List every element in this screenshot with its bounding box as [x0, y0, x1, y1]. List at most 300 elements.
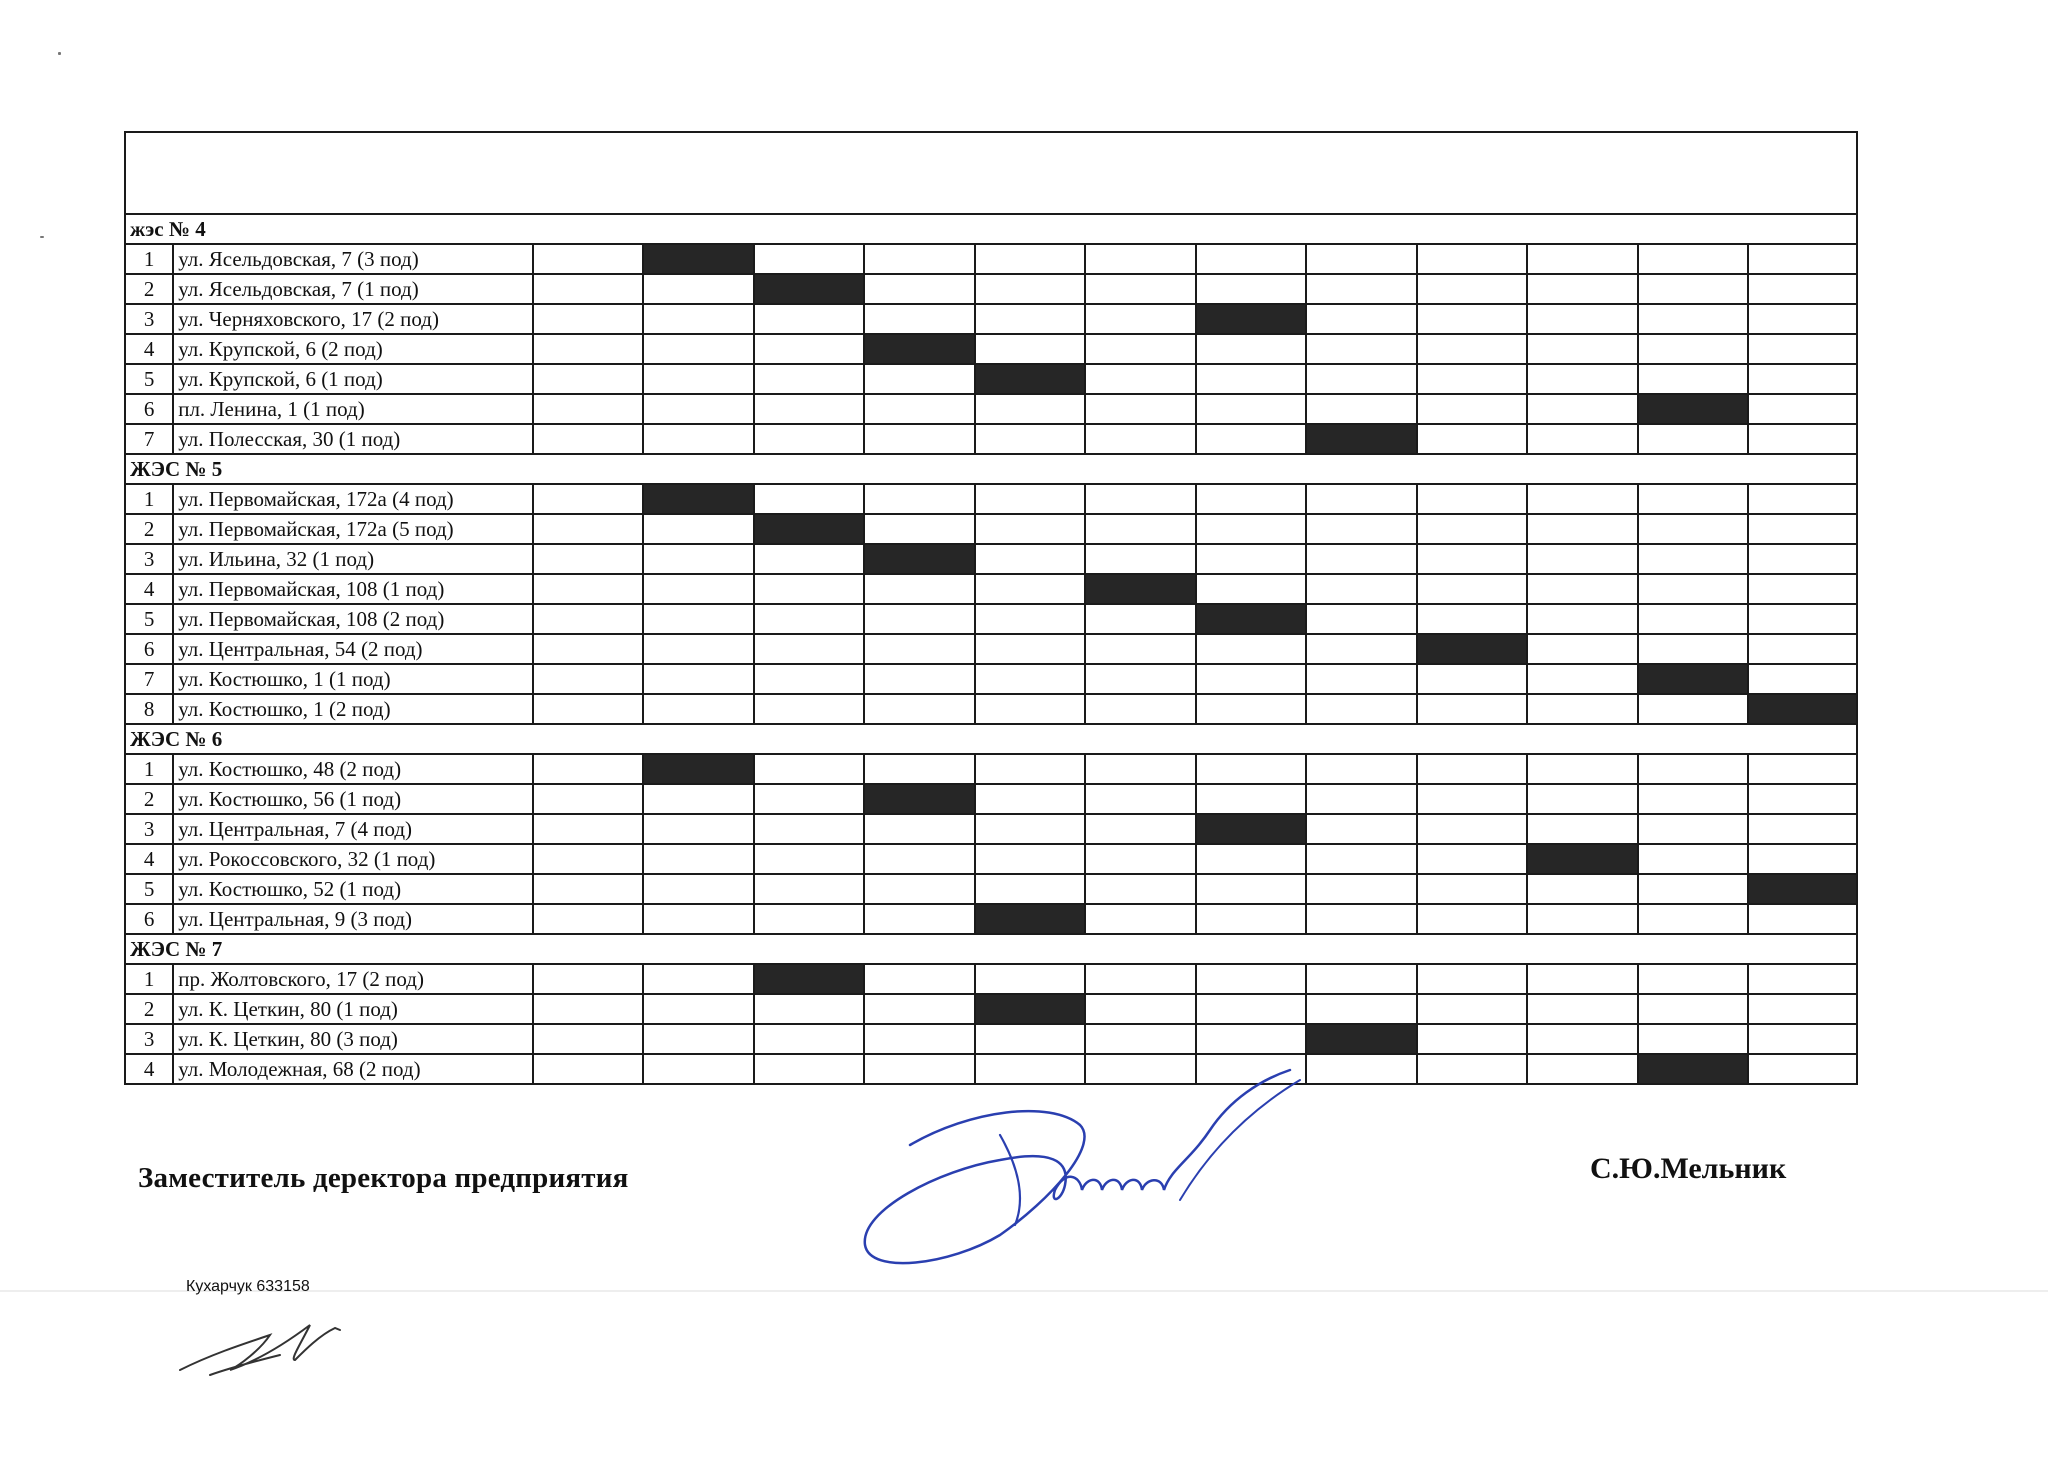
table-row — [125, 544, 1857, 574]
row-address: ул. Ясельдовская, 7 (1 под) — [173, 274, 533, 304]
schedule-slot — [643, 1054, 754, 1084]
schedule-slot — [1196, 634, 1307, 664]
schedule-slot — [1638, 274, 1749, 304]
schedule-slot — [754, 874, 865, 904]
section-title: ЖЭС № 7 — [125, 934, 1857, 964]
schedule-slot — [864, 694, 975, 724]
schedule-slot — [1417, 574, 1528, 604]
schedule-slot — [1638, 334, 1749, 364]
schedule-slot — [1196, 334, 1307, 364]
schedule-slot — [1527, 814, 1638, 844]
schedule-slot — [975, 604, 1086, 634]
schedule-slot — [754, 814, 865, 844]
schedule-slot — [754, 904, 865, 934]
schedule-slot — [1527, 304, 1638, 334]
schedule-slot — [533, 514, 644, 544]
schedule-slot-filled — [1638, 664, 1749, 694]
table-row — [125, 424, 1857, 454]
schedule-slot — [1196, 904, 1307, 934]
schedule-slot — [1196, 994, 1307, 1024]
schedule-slot — [643, 334, 754, 364]
executor-signature-icon — [170, 1310, 370, 1385]
table-row — [125, 634, 1857, 664]
schedule-slot — [1085, 694, 1196, 724]
schedule-slot — [533, 814, 644, 844]
schedule-slot — [533, 304, 644, 334]
schedule-slot — [864, 874, 975, 904]
schedule-slot — [754, 784, 865, 814]
schedule-slot — [1306, 844, 1417, 874]
schedule-slot — [1748, 964, 1857, 994]
schedule-slot — [1527, 784, 1638, 814]
table-row — [125, 664, 1857, 694]
schedule-slot — [1306, 964, 1417, 994]
schedule-body — [125, 132, 1857, 1084]
schedule-slot — [975, 424, 1086, 454]
schedule-slot-filled — [1638, 1054, 1749, 1084]
schedule-slot — [1417, 964, 1528, 994]
schedule-slot — [1748, 784, 1857, 814]
row-address: ул. Первомайская, 108 (1 под) — [173, 574, 533, 604]
schedule-slot — [533, 244, 644, 274]
schedule-slot — [643, 664, 754, 694]
schedule-slot — [1748, 634, 1857, 664]
schedule-slot — [533, 1054, 644, 1084]
table-header-row — [125, 132, 1857, 214]
schedule-slot — [975, 694, 1086, 724]
row-number: 6 — [125, 904, 173, 934]
schedule-slot — [1748, 514, 1857, 544]
row-number: 6 — [125, 634, 173, 664]
schedule-slot — [1306, 664, 1417, 694]
schedule-slot — [1417, 604, 1528, 634]
schedule-slot — [1417, 394, 1528, 424]
schedule-slot — [1306, 364, 1417, 394]
schedule-slot — [1417, 1054, 1528, 1084]
table-row — [125, 484, 1857, 514]
schedule-slot — [754, 334, 865, 364]
schedule-slot — [754, 754, 865, 784]
schedule-slot — [864, 814, 975, 844]
schedule-slot — [643, 364, 754, 394]
schedule-slot — [1306, 544, 1417, 574]
schedule-slot — [754, 424, 865, 454]
schedule-slot — [975, 754, 1086, 784]
row-address: ул. Центральная, 9 (3 под) — [173, 904, 533, 934]
schedule-slot — [1085, 754, 1196, 784]
schedule-slot — [1748, 484, 1857, 514]
schedule-slot — [533, 874, 644, 904]
schedule-slot — [1196, 424, 1307, 454]
row-address: ул. Первомайская, 172а (4 под) — [173, 484, 533, 514]
row-number: 6 — [125, 394, 173, 424]
footer-position-title: Заместитель деректора предприятия — [138, 1162, 629, 1194]
schedule-slot — [1306, 394, 1417, 424]
schedule-slot-filled — [1748, 874, 1857, 904]
row-number: 5 — [125, 874, 173, 904]
schedule-slot — [754, 364, 865, 394]
schedule-slot — [1085, 394, 1196, 424]
schedule-slot — [1417, 874, 1528, 904]
schedule-slot — [864, 274, 975, 304]
schedule-slot — [1638, 904, 1749, 934]
schedule-slot — [1638, 364, 1749, 394]
schedule-slot — [1417, 994, 1528, 1024]
schedule-slot-filled — [1196, 814, 1307, 844]
schedule-slot — [864, 994, 975, 1024]
schedule-slot — [533, 484, 644, 514]
schedule-slot — [864, 364, 975, 394]
schedule-slot — [975, 964, 1086, 994]
row-number: 4 — [125, 574, 173, 604]
schedule-slot — [975, 274, 1086, 304]
schedule-slot — [533, 424, 644, 454]
schedule-slot — [1306, 334, 1417, 364]
row-number: 3 — [125, 1024, 173, 1054]
schedule-slot — [643, 1024, 754, 1054]
schedule-slot — [1306, 574, 1417, 604]
row-address: пл. Ленина, 1 (1 под) — [173, 394, 533, 424]
schedule-slot — [1748, 604, 1857, 634]
schedule-slot — [1085, 424, 1196, 454]
schedule-slot — [975, 244, 1086, 274]
schedule-slot — [1748, 334, 1857, 364]
table-row — [125, 514, 1857, 544]
schedule-slot — [533, 694, 644, 724]
schedule-slot — [1748, 904, 1857, 934]
schedule-slot — [643, 694, 754, 724]
schedule-slot — [1085, 334, 1196, 364]
schedule-slot — [1417, 304, 1528, 334]
row-number: 4 — [125, 334, 173, 364]
schedule-slot — [1748, 994, 1857, 1024]
row-address: ул. Центральная, 7 (4 под) — [173, 814, 533, 844]
schedule-slot-filled — [1306, 424, 1417, 454]
schedule-slot — [643, 994, 754, 1024]
schedule-slot — [1527, 544, 1638, 574]
row-number: 4 — [125, 844, 173, 874]
schedule-slot — [975, 394, 1086, 424]
schedule-slot — [1306, 484, 1417, 514]
schedule-slot — [754, 304, 865, 334]
schedule-slot — [1748, 1054, 1857, 1084]
schedule-slot — [1748, 394, 1857, 424]
table-row — [125, 604, 1857, 634]
schedule-slot — [533, 634, 644, 664]
schedule-slot — [643, 274, 754, 304]
schedule-slot — [1417, 814, 1528, 844]
schedule-slot — [754, 994, 865, 1024]
schedule-slot — [533, 784, 644, 814]
row-address: ул. Костюшко, 1 (1 под) — [173, 664, 533, 694]
schedule-slot — [1638, 964, 1749, 994]
schedule-slot-filled — [643, 484, 754, 514]
row-address: ул. К. Цеткин, 80 (3 под) — [173, 1024, 533, 1054]
schedule-slot — [975, 484, 1086, 514]
schedule-slot — [1085, 664, 1196, 694]
schedule-slot — [975, 634, 1086, 664]
schedule-slot — [1085, 604, 1196, 634]
schedule-slot — [1306, 784, 1417, 814]
schedule-slot — [533, 394, 644, 424]
schedule-slot — [1417, 544, 1528, 574]
schedule-slot — [1306, 814, 1417, 844]
schedule-slot — [1306, 694, 1417, 724]
row-address: ул. Полесская, 30 (1 под) — [173, 424, 533, 454]
schedule-slot — [643, 784, 754, 814]
schedule-slot — [1748, 1024, 1857, 1054]
table-row — [125, 844, 1857, 874]
row-number: 1 — [125, 484, 173, 514]
schedule-slot-filled — [975, 364, 1086, 394]
schedule-slot — [1638, 424, 1749, 454]
schedule-slot — [1306, 304, 1417, 334]
schedule-slot — [754, 544, 865, 574]
row-address: пр. Жолтовского, 17 (2 под) — [173, 964, 533, 994]
row-number: 4 — [125, 1054, 173, 1084]
schedule-slot — [1196, 544, 1307, 574]
schedule-slot — [975, 664, 1086, 694]
row-number: 1 — [125, 754, 173, 784]
table-row — [125, 694, 1857, 724]
schedule-slot — [975, 544, 1086, 574]
schedule-slot-filled — [643, 754, 754, 784]
schedule-slot — [1085, 274, 1196, 304]
row-address: ул. Костюшко, 1 (2 под) — [173, 694, 533, 724]
schedule-slot — [643, 814, 754, 844]
schedule-slot — [1638, 574, 1749, 604]
row-number: 2 — [125, 514, 173, 544]
schedule-slot — [1748, 544, 1857, 574]
schedule-slot — [864, 424, 975, 454]
schedule-slot — [754, 694, 865, 724]
table-row — [125, 364, 1857, 394]
schedule-slot — [864, 394, 975, 424]
schedule-slot — [864, 634, 975, 664]
schedule-slot — [1196, 694, 1307, 724]
schedule-slot — [1527, 334, 1638, 364]
section-header-row — [125, 214, 1857, 244]
schedule-slot — [1527, 664, 1638, 694]
schedule-slot-filled — [1638, 394, 1749, 424]
schedule-slot — [975, 784, 1086, 814]
schedule-slot — [1527, 634, 1638, 664]
schedule-slot — [643, 514, 754, 544]
row-number: 8 — [125, 694, 173, 724]
row-number: 5 — [125, 604, 173, 634]
row-number: 3 — [125, 304, 173, 334]
schedule-slot — [1417, 784, 1528, 814]
schedule-slot — [1748, 664, 1857, 694]
schedule-slot — [1527, 424, 1638, 454]
schedule-slot — [754, 574, 865, 604]
schedule-slot — [1196, 844, 1307, 874]
schedule-slot — [1527, 484, 1638, 514]
schedule-slot — [1527, 754, 1638, 784]
schedule-slot — [754, 664, 865, 694]
schedule-slot — [1085, 544, 1196, 574]
schedule-slot — [1306, 634, 1417, 664]
row-address: ул. Ясельдовская, 7 (3 под) — [173, 244, 533, 274]
schedule-slot-filled — [643, 244, 754, 274]
schedule-slot — [1196, 364, 1307, 394]
schedule-slot — [643, 424, 754, 454]
schedule-slot — [754, 1024, 865, 1054]
schedule-slot — [975, 844, 1086, 874]
schedule-slot — [1638, 484, 1749, 514]
schedule-slot — [1417, 904, 1528, 934]
schedule-slot — [864, 964, 975, 994]
section-title: ЖЭС № 6 — [125, 724, 1857, 754]
row-address: ул. Молодежная, 68 (2 под) — [173, 1054, 533, 1084]
row-number: 3 — [125, 814, 173, 844]
schedule-slot — [533, 1024, 644, 1054]
row-address: ул. Костюшко, 56 (1 под) — [173, 784, 533, 814]
schedule-slot — [975, 814, 1086, 844]
schedule-slot — [1527, 1024, 1638, 1054]
schedule-slot — [975, 514, 1086, 544]
row-address: ул. К. Цеткин, 80 (1 под) — [173, 994, 533, 1024]
schedule-slot — [1748, 754, 1857, 784]
schedule-slot — [1085, 364, 1196, 394]
schedule-slot — [1638, 304, 1749, 334]
schedule-slot — [1085, 844, 1196, 874]
table-row — [125, 994, 1857, 1024]
schedule-slot — [754, 244, 865, 274]
row-address: ул. Крупской, 6 (2 под) — [173, 334, 533, 364]
contact-info: Кухарчук 633158 — [186, 1278, 310, 1295]
schedule-slot — [643, 634, 754, 664]
schedule-slot — [1527, 1054, 1638, 1084]
table-row — [125, 304, 1857, 334]
scan-speck — [58, 52, 61, 55]
schedule-slot — [1417, 274, 1528, 304]
schedule-slot — [1638, 544, 1749, 574]
schedule-slot — [1085, 814, 1196, 844]
schedule-slot-filled — [1748, 694, 1857, 724]
schedule-slot — [1306, 604, 1417, 634]
schedule-slot — [1527, 274, 1638, 304]
schedule-slot — [1417, 484, 1528, 514]
schedule-slot — [533, 904, 644, 934]
schedule-slot — [1748, 244, 1857, 274]
schedule-slot — [643, 304, 754, 334]
row-number: 2 — [125, 274, 173, 304]
schedule-slot — [1306, 274, 1417, 304]
scan-speck — [40, 236, 44, 238]
table-row — [125, 334, 1857, 364]
schedule-slot — [533, 844, 644, 874]
schedule-slot-filled — [864, 334, 975, 364]
schedule-slot — [1638, 844, 1749, 874]
row-number: 2 — [125, 784, 173, 814]
schedule-slot-filled — [864, 784, 975, 814]
schedule-slot — [1748, 304, 1857, 334]
table-row — [125, 874, 1857, 904]
table-row — [125, 814, 1857, 844]
schedule-slot — [533, 664, 644, 694]
schedule-slot — [1748, 844, 1857, 874]
schedule-slot — [1085, 904, 1196, 934]
table-row — [125, 904, 1857, 934]
row-address: ул. Центральная, 54 (2 под) — [173, 634, 533, 664]
schedule-slot — [643, 604, 754, 634]
schedule-slot — [1638, 694, 1749, 724]
schedule-slot — [1638, 1024, 1749, 1054]
section-title: ЖЭС № 5 — [125, 454, 1857, 484]
table-row — [125, 754, 1857, 784]
section-header-row — [125, 724, 1857, 754]
schedule-slot — [1638, 244, 1749, 274]
schedule-slot — [1638, 874, 1749, 904]
schedule-slot — [1417, 694, 1528, 724]
schedule-slot — [643, 844, 754, 874]
schedule-slot — [1527, 364, 1638, 394]
schedule-slot-filled — [754, 514, 865, 544]
schedule-slot — [1196, 874, 1307, 904]
schedule-slot — [1306, 754, 1417, 784]
row-address: ул. Костюшко, 48 (2 под) — [173, 754, 533, 784]
schedule-slot — [1085, 244, 1196, 274]
schedule-slot — [1638, 754, 1749, 784]
schedule-slot — [1085, 784, 1196, 814]
schedule-slot — [1417, 754, 1528, 784]
row-number: 3 — [125, 544, 173, 574]
schedule-slot — [643, 904, 754, 934]
schedule-slot — [1306, 514, 1417, 544]
schedule-slot — [643, 964, 754, 994]
schedule-slot — [1417, 514, 1528, 544]
schedule-slot — [1417, 424, 1528, 454]
schedule-slot — [864, 484, 975, 514]
schedule-slot — [1748, 364, 1857, 394]
schedule-slot — [864, 514, 975, 544]
schedule-slot-filled — [754, 964, 865, 994]
schedule-slot — [643, 394, 754, 424]
schedule-slot — [1527, 694, 1638, 724]
schedule-slot — [864, 844, 975, 874]
schedule-slot — [533, 574, 644, 604]
schedule-slot — [1417, 844, 1528, 874]
schedule-slot — [643, 574, 754, 604]
schedule-slot — [533, 964, 644, 994]
schedule-slot — [1748, 424, 1857, 454]
row-address: ул. Костюшко, 52 (1 под) — [173, 874, 533, 904]
footer-signatory-name: С.Ю.Мельник — [1590, 1152, 1787, 1185]
row-address: ул. Первомайская, 108 (2 под) — [173, 604, 533, 634]
row-address: ул. Рокоссовского, 32 (1 под) — [173, 844, 533, 874]
schedule-slot — [1527, 574, 1638, 604]
row-address: ул. Ильина, 32 (1 под) — [173, 544, 533, 574]
schedule-slot-filled — [754, 274, 865, 304]
schedule-slot — [1748, 274, 1857, 304]
schedule-slot — [1085, 874, 1196, 904]
schedule-table — [124, 131, 1858, 1085]
schedule-slot-filled — [1527, 844, 1638, 874]
schedule-slot — [1196, 484, 1307, 514]
schedule-slot — [1196, 664, 1307, 694]
schedule-slot — [1417, 664, 1528, 694]
schedule-slot — [1196, 514, 1307, 544]
row-number: 7 — [125, 664, 173, 694]
schedule-slot — [1196, 784, 1307, 814]
schedule-slot — [1417, 334, 1528, 364]
row-number: 2 — [125, 994, 173, 1024]
schedule-slot — [1085, 964, 1196, 994]
schedule-slot — [1417, 1024, 1528, 1054]
schedule-slot — [1527, 244, 1638, 274]
schedule-slot — [1196, 394, 1307, 424]
